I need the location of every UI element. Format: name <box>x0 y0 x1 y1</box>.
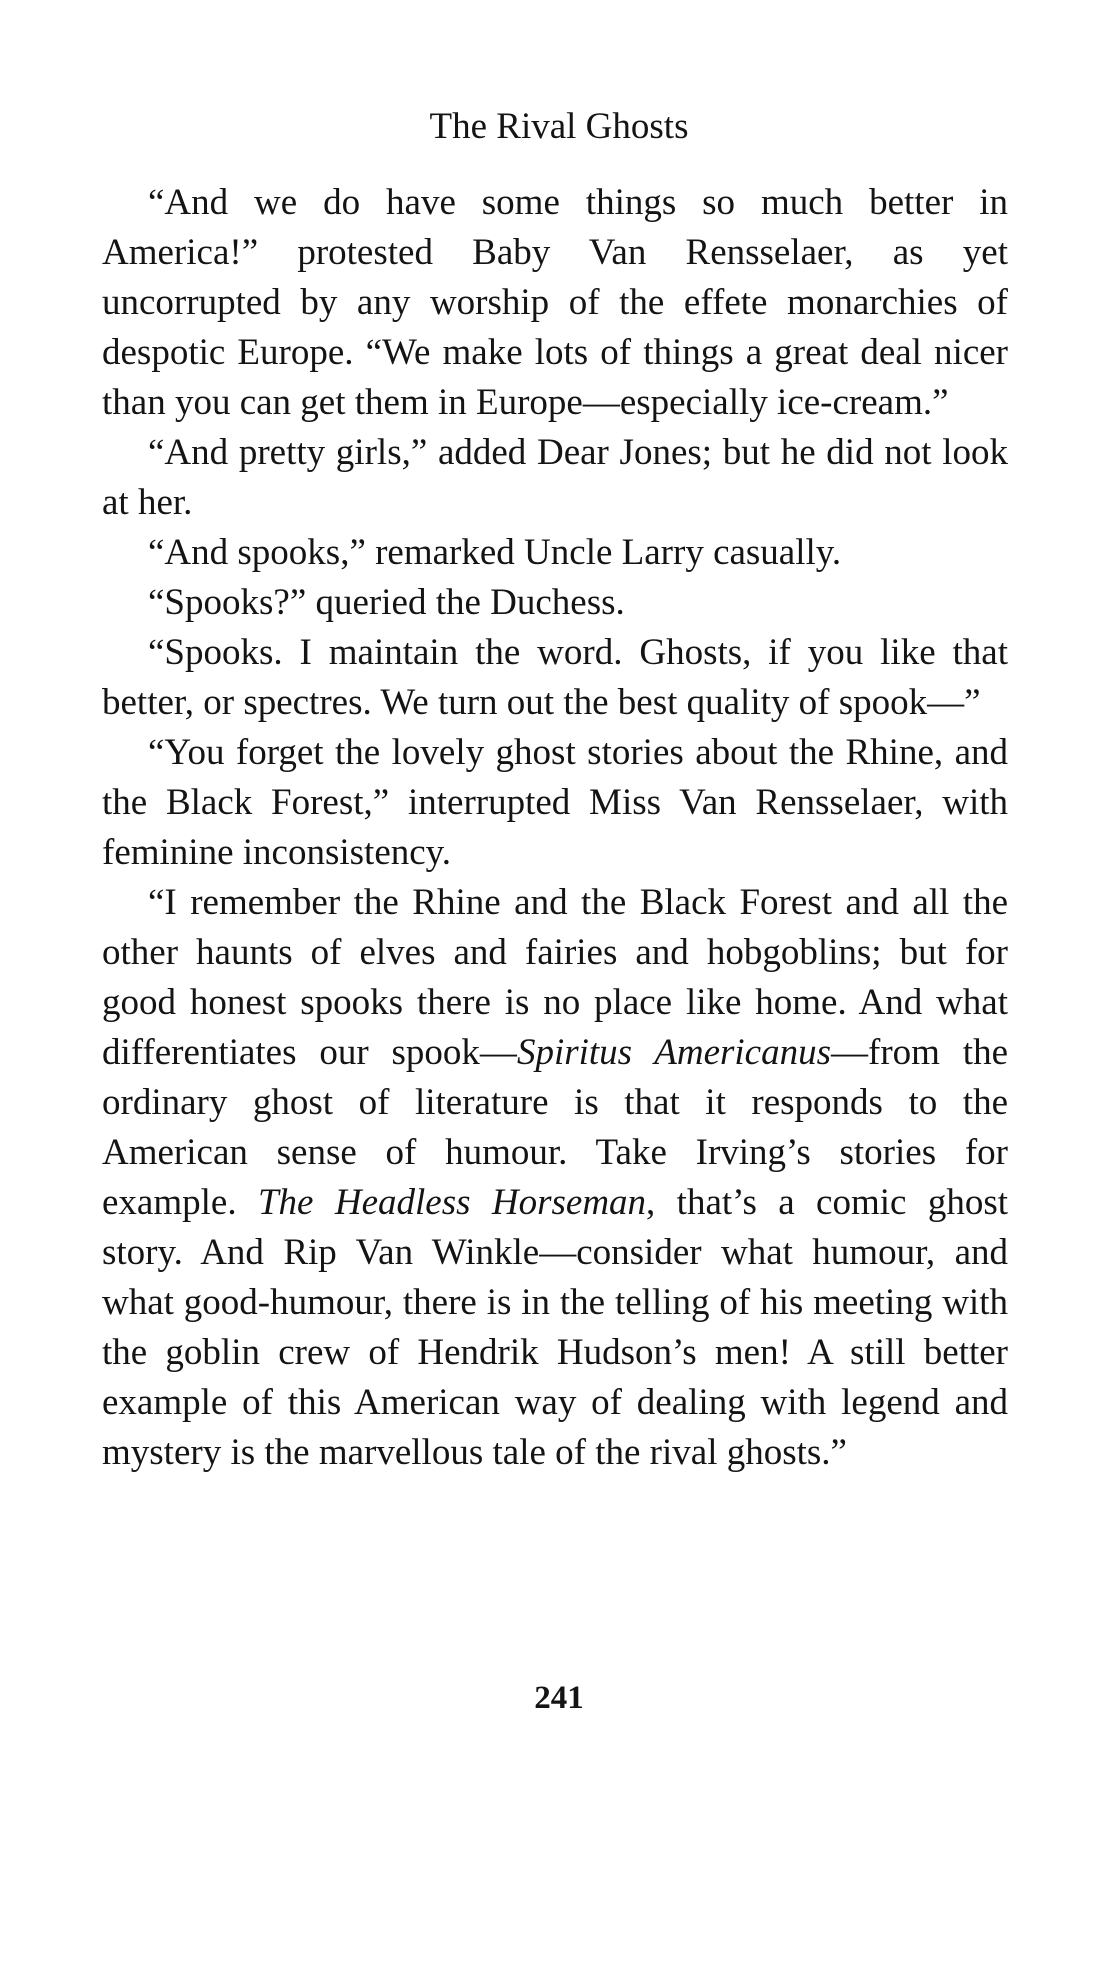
paragraph: “Spooks?” queried the Duchess. <box>148 582 625 623</box>
running-head: The Rival Ghosts <box>429 106 689 147</box>
paragraph-text: , that’s a comic ghost story. And Rip Van Winkle—consider what humour, and what good-humour, there is in the telling of his meeting with the goblin crew of Hendrik Hudson’s men! A still better example of this American way of dealing with legend and mystery is the marvellous tale of the rival ghosts.” <box>102 1182 1008 1473</box>
paragraph-last <box>102 878 1008 1478</box>
page-number: 241 <box>534 1680 584 1716</box>
paragraph: “And we do have some things so much better in America!” protested Baby Van Rensselaer, as yet uncorrupted by any worship of the effete monarchies of despotic Europe. “We make lots of things a great deal nicer than you can get them in Europe—especially ice-cream.” <box>102 182 1008 423</box>
italic-phrase: Spiritus Americanus <box>516 1032 832 1073</box>
page-body <box>102 178 1008 1478</box>
italic-title: The Headless Horseman <box>257 1182 647 1223</box>
paragraph: “And pretty girls,” added Dear Jones; but he did not look at her. <box>102 432 1008 523</box>
paragraph: “Spooks. I maintain the word. Ghosts, if you like that better, or spectres. We turn out the best quality of spook—” <box>102 632 1008 723</box>
paragraph-text: —from the ordinary ghost of literature is that it responds to the American sense of humour. Take Irving’s stories for example. <box>102 1032 1008 1223</box>
paragraph: “And spooks,” remarked Uncle Larry casually. <box>148 532 842 573</box>
paragraph: “You forget the lovely ghost stories about the Rhine, and the Black Forest,” interrupted Miss Van Rensselaer, with feminine inconsistency. <box>102 732 1008 873</box>
paragraph-text: “I remember the Rhine and the Black Forest and all the other haunts of elves and fairies and hobgoblins; but for good honest spooks there is no place like home. And what differentiates our spook— <box>102 882 1008 1073</box>
